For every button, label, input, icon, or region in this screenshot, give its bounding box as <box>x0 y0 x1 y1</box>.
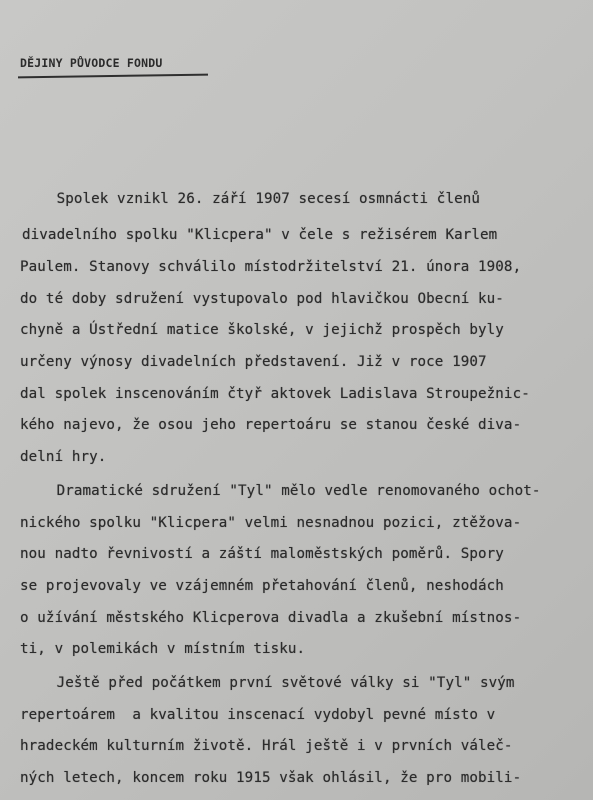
text-line: Paulem. Stanovy schválilo místodržitelství 21. února 1908, <box>20 259 522 275</box>
text-line: Spolek vznikl 26. září 1907 secesí osmnácti členů <box>22 191 481 207</box>
text-line: do té doby sdružení vystupovalo pod hlavičkou Obecní ku- <box>20 291 504 307</box>
text-line: dal spolek inscenováním čtyř aktovek Ladislava Stroupežnic- <box>20 386 530 402</box>
text-line: chyně a Ústřední matice školské, v jejichž prospěch byly <box>20 322 504 338</box>
text-line: Dramatické sdružení "Tyl" mělo vedle renomovaného ochot- <box>22 483 541 499</box>
text-line: divadelního spolku "Klicpera" v čele s režisérem Karlem <box>22 227 498 243</box>
text-line: ti, v polemikách v místním tisku. <box>20 641 306 657</box>
text-line: se projevovaly ve vzájemném přetahování členů, neshodách <box>20 578 504 594</box>
text-line: Ještě před počátkem první světové války si "Tyl" svým <box>22 675 515 691</box>
text-line: o užívání městského Klicperova divadla a zkušební místnos- <box>20 610 522 626</box>
text-line: určeny výnosy divadelních představení. Již v roce 1907 <box>20 354 487 370</box>
text-line: kého najevo, že osou jeho repertoáru se stanou české diva- <box>20 417 522 433</box>
text-line: delní hry. <box>20 449 107 465</box>
document-heading: DĚJINY PŮVODCE FONDU <box>20 56 163 70</box>
heading-underline <box>18 74 208 79</box>
text-line: repertoárem a kvalitou inscenací vydobyl pevné místo v <box>20 707 496 723</box>
text-line: nického spolku "Klicpera" velmi nesnadnou pozici, ztěžova- <box>20 515 522 531</box>
text-line: nou nadto řevnivostí a záští maloměstských poměrů. Spory <box>20 546 504 562</box>
text-line: hradeckém kulturním životě. Hrál ještě i v prvních váleč- <box>20 738 513 754</box>
text-line: ných letech, koncem roku 1915 však ohlásil, že pro mobili- <box>20 770 522 786</box>
